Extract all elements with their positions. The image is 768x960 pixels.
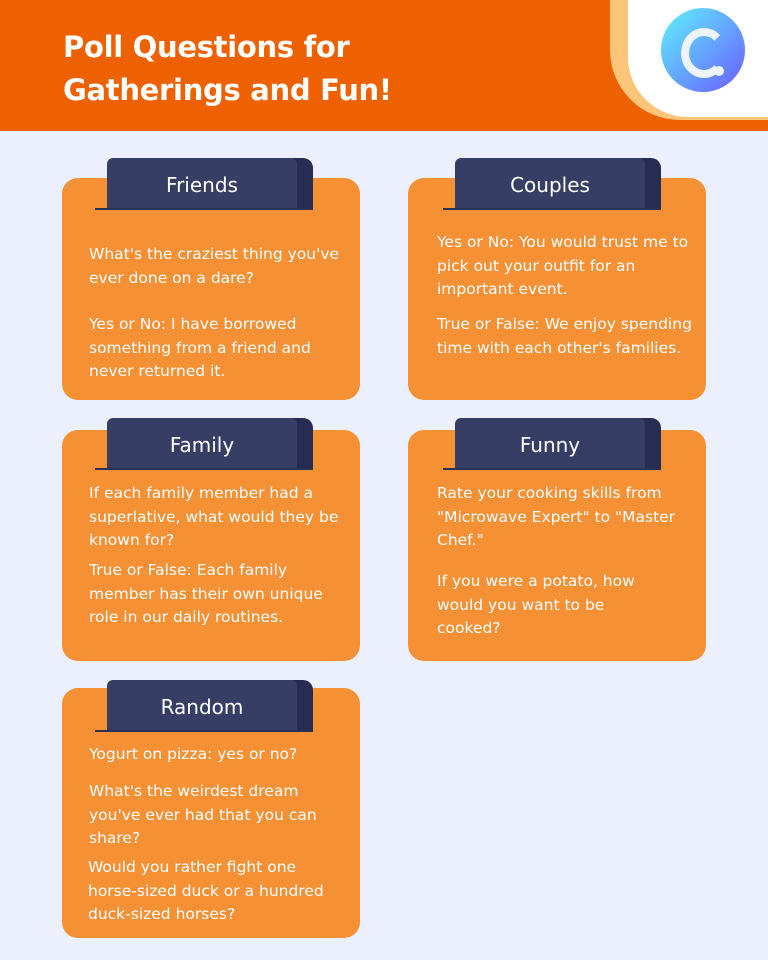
card-title: Funny [455, 418, 645, 470]
question: Would you rather fight one horse-sized duck or a hundred duck-sized horses? [88, 858, 324, 923]
question: Yes or No: I have borrowed something from a friend and never returned it. [89, 315, 311, 380]
tab-family [107, 418, 313, 470]
tab-funny [455, 418, 661, 470]
title-line-2: Gatherings and Fun! [63, 73, 392, 107]
tab-couples [455, 158, 661, 210]
question: What's the weirdest dream you've ever had that you can share? [89, 782, 317, 847]
tab-random [107, 680, 313, 732]
question: If you were a potato, how would you want to be cooked? [437, 572, 635, 637]
page-title [63, 26, 392, 112]
question: True or False: Each family member has their own unique role in our daily routines. [89, 561, 323, 626]
question: True or False: We enjoy spending time with each other's families. [437, 315, 692, 357]
title-line-1: Poll Questions for [63, 30, 350, 64]
card-title: Family [107, 418, 297, 470]
header-banner [0, 0, 768, 131]
question: Yes or No: You would trust me to pick out your outfit for an important event. [437, 233, 689, 298]
question: Rate your cooking skills from "Microwave Expert" to "Master Chef." [437, 484, 676, 549]
card-title: Random [107, 680, 297, 732]
question: What's the craziest thing you've ever done on a dare? [89, 245, 340, 287]
brand-logo-icon [661, 8, 745, 92]
tab-friends [107, 158, 313, 210]
question: Yogurt on pizza: yes or no? [89, 745, 298, 763]
card-title: Couples [455, 158, 645, 210]
question: If each family member had a superlative, what would they be known for? [89, 484, 339, 549]
card-title: Friends [107, 158, 297, 210]
